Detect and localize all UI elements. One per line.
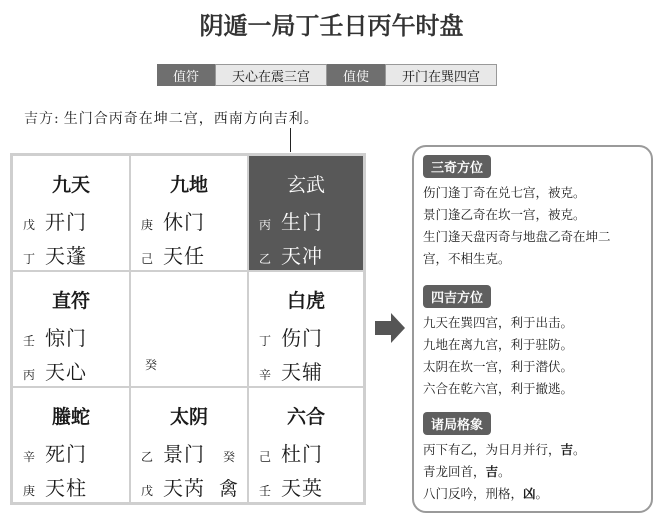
duty-ribbon (157, 64, 497, 86)
sanqi-section (423, 155, 611, 270)
door: 生门 (281, 210, 323, 234)
geju-text: 丙下有乙，为日月并行， (423, 442, 561, 457)
star: 天柱 (45, 476, 87, 500)
siji-line: 九地在离九宫，利于驻防。 (423, 337, 574, 352)
palace-qian-6 (248, 387, 364, 503)
door: 开门 (45, 210, 87, 234)
sanqi-line: 景门逢乙奇在坎一宫，被克。 (423, 207, 586, 222)
siji-line: 六合在乾六宫，利于撤逃。 (423, 381, 574, 396)
heaven-stem: 己 (259, 450, 272, 464)
auspicious-direction-text: 生门合丙奇在坤二宫，西南方向吉利。 (63, 111, 319, 127)
sanqi-line: 伤门逢丁奇在兑七宫，被克。 (423, 185, 586, 200)
verdict-mark: 凶 (523, 486, 536, 501)
heaven-stem: 辛 (23, 450, 36, 464)
analysis-panel (412, 145, 653, 513)
arrow-right-icon (373, 311, 407, 345)
door: 杜门 (281, 442, 323, 466)
deity: 九地 (169, 174, 208, 196)
extra-stem: 癸 (223, 450, 236, 464)
geju-line: 八门反吟，刑格，凶。 (423, 486, 549, 501)
siji-heading: 四吉方位 (423, 285, 491, 308)
heaven-stem: 壬 (23, 334, 36, 348)
siji-section (423, 285, 573, 400)
star: 天英 (281, 476, 323, 500)
palace-center-5 (130, 271, 248, 387)
sanqi-heading: 三奇方位 (423, 155, 491, 178)
star: 天蓬 (45, 244, 87, 268)
geju-text: 八门反吟，刑格， (423, 486, 524, 501)
deity: 直符 (51, 290, 90, 312)
door: 景门 (163, 442, 205, 466)
palace-grid (10, 153, 366, 505)
zhifu-value: 天心在震三宫 (215, 64, 327, 86)
geju-line: 丙下有乙，为日月并行，吉。 (423, 442, 586, 457)
center-stem: 癸 (145, 358, 158, 372)
deity: 六合 (286, 406, 325, 428)
deity: 太阴 (169, 406, 208, 428)
earth-stem: 丁 (23, 252, 36, 266)
sanqi-line: 宫，不相生克。 (423, 251, 511, 266)
geju-heading: 诸局格象 (423, 412, 491, 435)
verdict-mark: 吉 (560, 442, 574, 457)
geju-text: 青龙回首， (423, 464, 486, 479)
palace-dui-7 (248, 271, 364, 387)
deity: 白虎 (286, 290, 325, 312)
star: 天芮 (163, 476, 205, 500)
siji-line: 九天在巽四宫，利于出击。 (423, 315, 574, 330)
door: 死门 (45, 442, 87, 466)
zhifu-label: 值符 (157, 64, 215, 86)
heaven-stem: 丙 (259, 218, 272, 232)
earth-stem: 辛 (259, 368, 272, 382)
earth-stem: 庚 (23, 484, 36, 498)
star: 天心 (45, 360, 87, 384)
heaven-stem: 戊 (23, 218, 36, 232)
palace-xun-4 (12, 155, 130, 271)
earth-stem: 乙 (259, 252, 272, 266)
zhishi-label: 值使 (327, 64, 385, 86)
star: 天辅 (281, 360, 323, 384)
sanqi-line: 生门逢天盘丙奇与地盘乙奇在坤二 (423, 229, 611, 244)
heaven-stem: 丁 (259, 334, 272, 348)
auspicious-direction (24, 108, 319, 128)
siji-line: 太阴在坎一宫，利于潜伏。 (423, 359, 574, 374)
earth-stem: 壬 (259, 484, 272, 498)
geju-section (423, 412, 586, 505)
heaven-stem: 庚 (141, 218, 154, 232)
zhishi-value: 开门在巽四宫 (385, 64, 497, 86)
auspicious-direction-label: 吉方: (24, 111, 60, 127)
star: 天任 (163, 244, 205, 268)
palace-gen-8 (12, 387, 130, 503)
door: 休门 (163, 210, 205, 234)
connector-line (290, 128, 291, 152)
heaven-stem: 乙 (141, 450, 154, 464)
palace-kan-1 (130, 387, 248, 503)
earth-stem: 戊 (141, 484, 154, 498)
palace-li-9 (130, 155, 248, 271)
deity: 螣蛇 (51, 406, 90, 428)
door: 伤门 (281, 326, 323, 350)
extra-star: 禽 (219, 478, 239, 500)
deity: 九天 (51, 174, 90, 196)
earth-stem: 丙 (23, 368, 36, 382)
page-title: 阴遁一局丁壬日丙午时盘 (199, 12, 464, 40)
deity: 玄武 (286, 174, 325, 196)
earth-stem: 己 (141, 252, 154, 266)
verdict-mark: 吉 (485, 464, 499, 479)
palace-zhen-3 (12, 271, 130, 387)
palace-kun-2 (248, 155, 364, 271)
geju-line: 青龙回首，吉。 (423, 464, 511, 479)
door: 惊门 (45, 326, 87, 350)
star: 天冲 (281, 244, 323, 268)
